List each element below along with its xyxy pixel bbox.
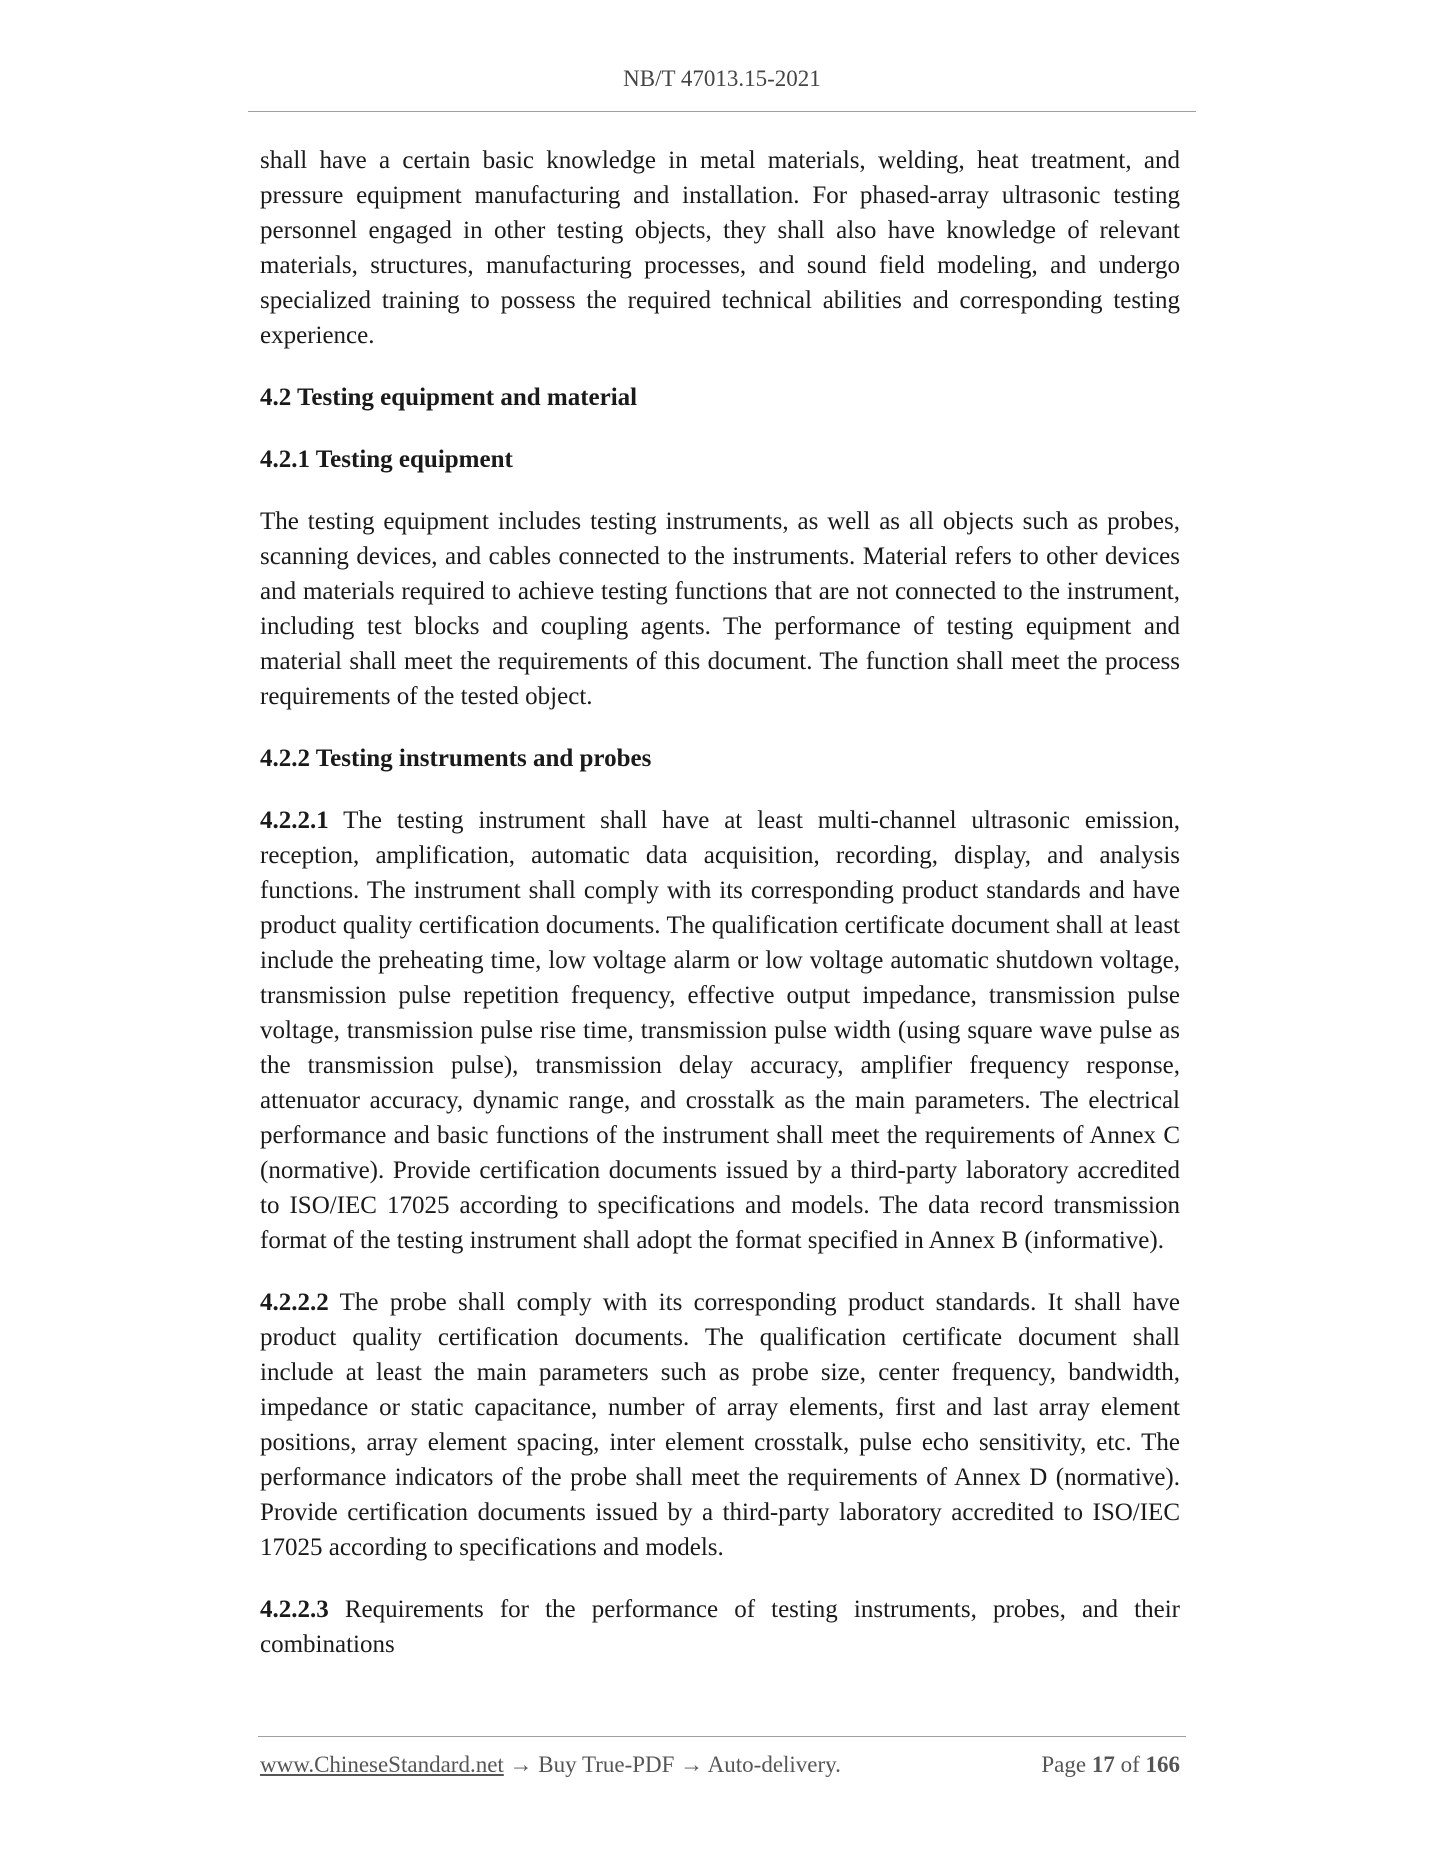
paragraph-4-2-2-1 [260,803,1180,1258]
section-heading-4-2: 4.2 Testing equipment and material [260,384,638,411]
current-page-number: 17 [1091,1752,1115,1777]
section-heading-4-2-2: 4.2.2 Testing instruments and probes [260,745,652,772]
clause-number: 4.2.2.3 [260,1596,329,1623]
total-page-count: 166 [1145,1752,1180,1777]
clause-text: Requirements for the performance of testing instruments, probes, and their combinations [260,1596,1180,1658]
header-divider [248,111,1196,112]
page-counter [1041,1752,1180,1778]
paragraph-4-2-2-2 [260,1285,1180,1565]
clause-text: The probe shall comply with its corresponding product standards. It shall have product quality certification documents. The qualification certificate document shall include at least the main parameters such as probe size, center frequency, bandwidth, impedance or static capacitance, number of array elements, first and last array element positions, array element spacing, inter element crosstalk, pulse echo sensitivity, etc. The performance indicators of the probe shall meet the requirements of Annex D (normative). Provide certification documents issued by a third-party laboratory accredited to ISO/IEC 17025 according to specifications and models. [260,1289,1180,1561]
intro-paragraph: shall have a certain basic knowledge in metal materials, welding, heat treatment, and pressure equipment manufacturing and installation. For phased-array ultrasonic testing personnel engaged in other testing objects, they shall also have knowledge of relevant materials, structures, manufacturing processes, and sound field modeling, and undergo specialized training to possess the required technical abilities and corresponding testing experience. [260,147,1180,349]
page-word: Page [1041,1752,1087,1777]
chinese-standard-link[interactable]: www.ChineseStandard.net [260,1752,504,1777]
paragraph-4-2-2-3 [260,1592,1180,1662]
clause-number: 4.2.2.2 [260,1289,329,1316]
section-heading-4-2-1: 4.2.1 Testing equipment [260,446,513,473]
clause-number: 4.2.2.1 [260,807,329,834]
footer-promo-text: → Buy True-PDF → Auto-delivery. [503,1752,841,1777]
page-body [260,143,1180,1662]
paragraph-4-2-1: The testing equipment includes testing instruments, as well as all objects such as probes, scanning devices, and cables connected to the instruments. Material refers to other devices and materials required to achieve testing functions that are not connected to the instrument, including test blocks and coupling agents. The performance of testing equipment and material shall meet the requirements of this document. The function shall meet the process requirements of the tested object. [260,508,1180,710]
clause-text: The testing instrument shall have at least multi-channel ultrasonic emission, reception, amplification, automatic data acquisition, recording, display, and analysis functions. The instrument shall comply with its corresponding product standards and have product quality certification documents. The qualification certificate document shall at least include the preheating time, low voltage alarm or low voltage automatic shutdown voltage, transmission pulse repetition frequency, effective output impedance, transmission pulse voltage, transmission pulse rise time, transmission pulse width (using square wave pulse as the transmission pulse), transmission delay accuracy, amplifier frequency response, attenuator accuracy, dynamic range, and crosstalk as the main parameters. The electrical performance and basic functions of the instrument shall meet the requirements of Annex C (normative). Provide certification documents issued by a third-party laboratory accredited to ISO/IEC 17025 according to specifications and models. The data record transmission format of the testing instrument shall adopt the format specified in Annex B (informative). [260,807,1180,1254]
of-word: of [1120,1752,1140,1777]
footer-divider [258,1736,1186,1737]
document-id-header: NB/T 47013.15-2021 [623,66,821,91]
footer-promo [260,1752,841,1778]
